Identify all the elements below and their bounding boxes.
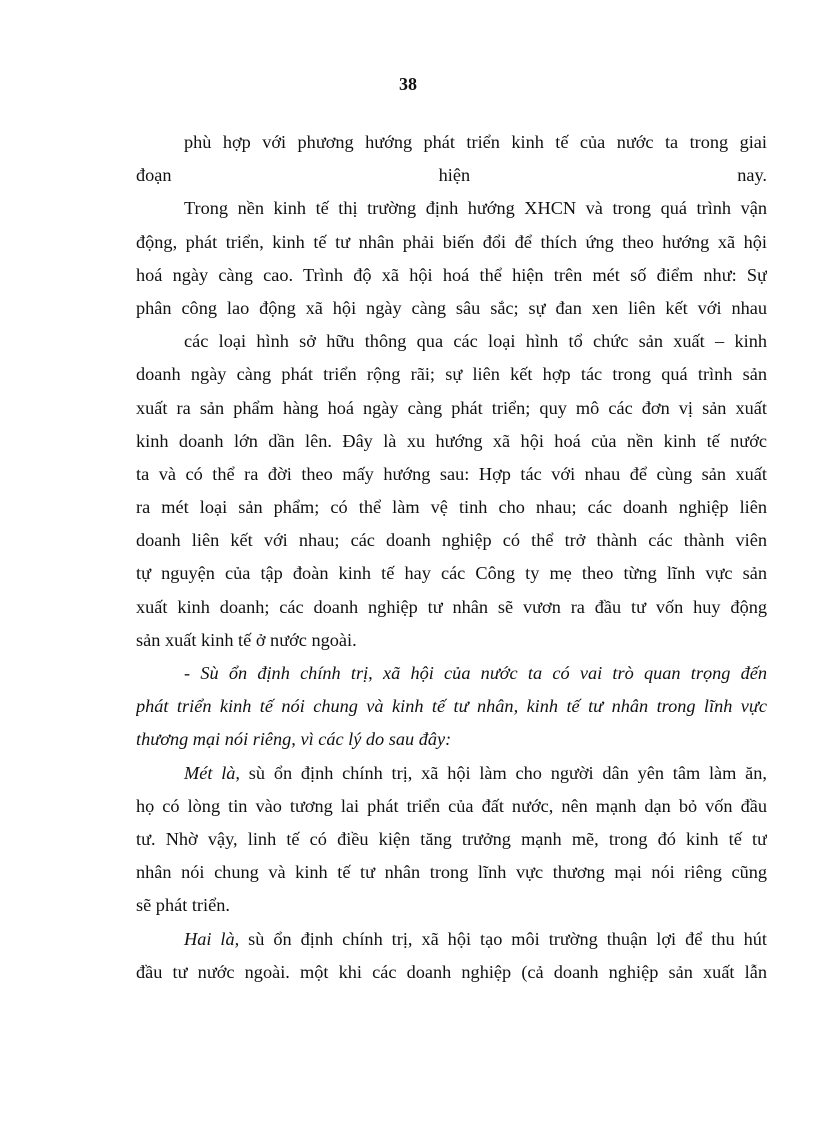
text-line bbox=[136, 956, 767, 989]
line-text: thương mại nói riêng, vì các lý do sau đây: bbox=[136, 729, 452, 750]
line-text: Trong nền kinh tế thị trường định hướng XHCN và trong quá trình vận bbox=[184, 198, 767, 219]
text-line bbox=[136, 757, 767, 790]
line-text: hoá ngày càng cao. Trình độ xã hội hoá thể hiện trên mét số điểm như: Sự bbox=[136, 264, 767, 285]
text-line bbox=[136, 292, 767, 325]
line-text: sù ổn định chính trị, xã hội tạo môi trường thuận lợi để thu hút bbox=[239, 928, 767, 949]
line-text: ra mét loại sản phẩm; có thể làm vệ tinh cho nhau; các doanh nghiệp liên bbox=[136, 497, 767, 518]
line-text: kinh doanh lớn dần lên. Đây là xu hướng xã hội hoá của nền kinh tế nước bbox=[136, 430, 767, 451]
line-text: ta và có thể ra đời theo mấy hướng sau: Hợp tác với nhau để cùng sản xuất bbox=[136, 463, 767, 484]
text-line bbox=[136, 159, 767, 192]
line-text: phù hợp với phương hướng phát triển kinh tế của nước ta trong giai bbox=[184, 132, 767, 152]
text-line bbox=[136, 923, 767, 956]
line-text: đầu tư nước ngoài. một khi các doanh nghiệp (cả doanh nghiệp sản xuất lẫn bbox=[136, 961, 767, 982]
text-line bbox=[136, 557, 767, 590]
line-text: họ có lòng tin vào tương lai phát triển của đất nước, nên mạnh dạn bỏ vốn đầu bbox=[136, 795, 767, 816]
text-line bbox=[136, 325, 767, 358]
text-line bbox=[136, 458, 767, 491]
line-text: nhân nói chung và kinh tế tư nhân trong lĩnh vực thương mại nói riêng cũng bbox=[136, 862, 767, 883]
text-line bbox=[136, 591, 767, 624]
text-line bbox=[136, 690, 767, 723]
text-line bbox=[136, 657, 767, 690]
text-line bbox=[136, 624, 767, 657]
text-line bbox=[136, 226, 767, 259]
text-line bbox=[136, 358, 767, 391]
text-line bbox=[136, 889, 767, 922]
line-text: động, phát triển, kinh tế tư nhân phải biến đổi để thích ứng theo hướng xã hội bbox=[136, 231, 767, 252]
text-line bbox=[136, 823, 767, 856]
text-line bbox=[136, 192, 767, 225]
text-line bbox=[136, 259, 767, 292]
text-line bbox=[136, 524, 767, 557]
text-line bbox=[136, 723, 767, 756]
text-line bbox=[136, 425, 767, 458]
line-text: sù ổn định chính trị, xã hội làm cho người dân yên tâm làm ăn, bbox=[240, 762, 767, 783]
text-line bbox=[136, 392, 767, 425]
line-text: tự nguyện của tập đoàn kinh tế hay các Công ty mẹ theo từng lĩnh vực sản bbox=[136, 563, 767, 584]
line-text: các loại hình sở hữu thông qua các loại hình tổ chức sản xuất – kinh bbox=[184, 331, 767, 352]
page-number: 38 bbox=[399, 74, 417, 94]
line-text: xuất ra sản phẩm hàng hoá ngày càng phát triển; quy mô các đơn vị sản xuất bbox=[136, 397, 767, 418]
line-text: sản xuất kinh tế ở nước ngoài. bbox=[136, 629, 357, 650]
line-text: tư. Nhờ vậy, linh tế có điều kiện tăng trưởng mạnh mẽ, trong đó kinh tế tư bbox=[136, 828, 767, 849]
line-text: - Sù ổn định chính trị, xã hội của nước ta có vai trò quan trọng đến bbox=[184, 663, 767, 683]
line-text: đoạn hiện nay. bbox=[136, 165, 767, 186]
text-line bbox=[136, 126, 767, 159]
line-text: phát triển kinh tế nói chung và kinh tế tư nhân, kinh tế tư nhân trong lĩnh vực bbox=[136, 696, 767, 717]
text-line bbox=[136, 856, 767, 889]
line-text: doanh ngày càng phát triển rộng rãi; sự liên kết hợp tác trong quá trình sản bbox=[136, 364, 767, 385]
line-text: doanh liên kết với nhau; các doanh nghiệp có thể trở thành các thành viên bbox=[136, 530, 767, 551]
line-text: sẽ phát triển. bbox=[136, 895, 230, 916]
lead-phrase: Hai là, bbox=[184, 928, 240, 949]
line-text: xuất kinh doanh; các doanh nghiệp tư nhân sẽ vươn ra đầu tư vốn huy động bbox=[136, 596, 767, 617]
body-text bbox=[136, 126, 767, 989]
text-line bbox=[136, 491, 767, 524]
lead-phrase: Mét là, bbox=[184, 762, 240, 783]
line-text: phân công lao động xã hội ngày càng sâu sắc; sự đan xen liên kết với nhau bbox=[136, 297, 767, 318]
text-line bbox=[136, 790, 767, 823]
